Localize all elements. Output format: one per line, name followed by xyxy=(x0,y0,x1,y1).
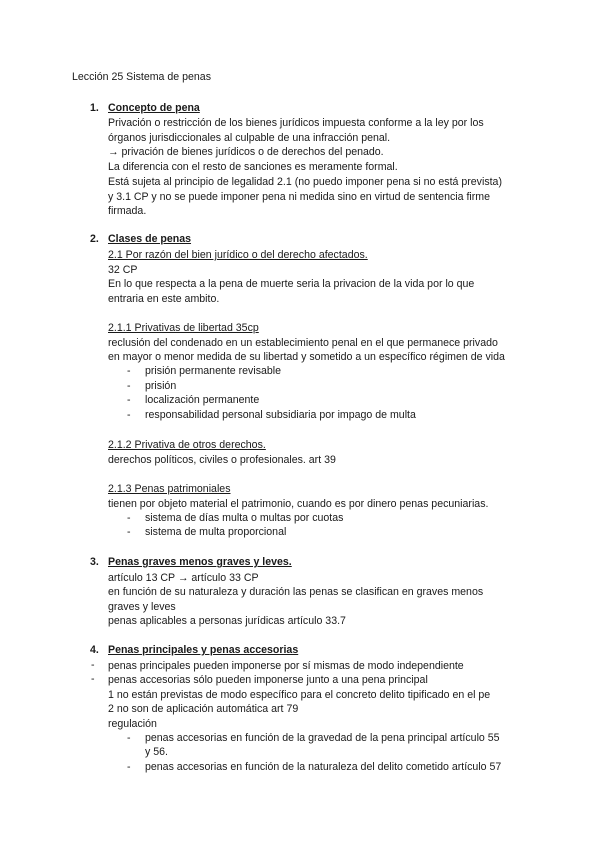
s211-item-2: prisión xyxy=(145,380,177,392)
list-dash: - xyxy=(127,526,131,538)
s2-line-1: 32 CP xyxy=(108,264,138,276)
s3-line-1: artículo 13 CP → artículo 33 CP xyxy=(108,572,259,584)
section-2-heading: Clases de penas xyxy=(108,233,192,245)
list-dash: - xyxy=(127,365,131,377)
section-1-heading: Concepto de pena xyxy=(108,102,200,114)
s3-line-2: en función de su naturaleza y duración las penas se clasifican en graves menos xyxy=(108,586,484,598)
s4-dash-line-2: penas accesorias sólo pueden imponerse junto a una pena principal xyxy=(108,674,428,686)
s2-line-2: En lo que respecta a la pena de muerte seria la privacion de la vida por lo que xyxy=(108,278,475,290)
list-dash: - xyxy=(127,761,131,773)
list-dash: - xyxy=(127,380,131,392)
s211-item-3: localización permanente xyxy=(145,394,260,406)
s1-line-4: La diferencia con el resto de sanciones es meramente formal. xyxy=(108,161,398,173)
s2-line-3: entraria en este ambito. xyxy=(108,293,220,305)
s211-item-4: responsabilidad personal subsidiaria por impago de multa xyxy=(145,409,416,421)
s1-line-1: Privación o restricción de los bienes jurídicos impuesta conforme a la ley por los xyxy=(108,117,484,129)
list-dash: - xyxy=(127,732,131,744)
s4-dash-line-1: penas principales pueden imponerse por sí mismas de modo independiente xyxy=(108,660,464,672)
s4-item-1: penas accesorias en función de la gravedad de la pena principal artículo 55 xyxy=(145,732,500,744)
s213-item-1: sistema de días multa o multas por cuotas xyxy=(145,512,344,524)
section-3-heading: Penas graves menos graves y leves. xyxy=(108,556,292,568)
s4-item-2: penas accesorias en función de la naturaleza del delito cometido artículo 57 xyxy=(145,761,502,773)
list-dash: - xyxy=(127,409,131,421)
s1-line-5: Está sujeta al principio de legalidad 2.1 (no puedo imponer pena si no está prevista) xyxy=(108,176,502,188)
section-4-heading: Penas principales y penas accesorias xyxy=(108,644,299,656)
s3-line-4: penas aplicables a personas jurídicas artículo 33.7 xyxy=(108,615,346,627)
s1-line-2: órganos jurisdiccionales al culpable de una infracción penal. xyxy=(108,132,391,144)
s211-heading: 2.1.1 Privativas de libertad 35cp xyxy=(108,322,259,334)
s1-line-7: firmada. xyxy=(108,205,147,217)
section-3-number: 3. xyxy=(90,556,99,568)
s1-line-6: y 3.1 CP y no se puede imponer pena ni medida sino en virtud de sentencia firme xyxy=(108,191,490,203)
list-dash: - xyxy=(91,673,95,685)
document-title: Lección 25 Sistema de penas xyxy=(72,71,211,83)
section-4-number: 4. xyxy=(90,644,99,656)
section-2-number: 2. xyxy=(90,233,99,245)
s4-item-1-cont: y 56. xyxy=(145,746,168,758)
s4-line-1: 1 no están previstas de modo específico para el concreto delito tipificado en el pe xyxy=(108,689,491,701)
s213-heading: 2.1.3 Penas patrimoniales xyxy=(108,483,231,495)
s4-line-2: 2 no son de aplicación automática art 79 xyxy=(108,703,299,715)
s213-line: tienen por objeto material el patrimonio, cuando es por dinero penas pecuniarias. xyxy=(108,498,489,510)
section-1-number: 1. xyxy=(90,102,99,114)
list-dash: - xyxy=(91,659,95,671)
s2-subheading: 2.1 Por razón del bien jurídico o del derecho afectados. xyxy=(108,249,368,261)
s212-heading: 2.1.2 Privativa de otros derechos. xyxy=(108,439,266,451)
s211-line-2: en mayor o menor medida de su libertad y sometido a un específico régimen de vida xyxy=(108,351,505,363)
s1-line-3: → privación de bienes jurídicos o de derechos del penado. xyxy=(108,146,384,158)
s213-item-2: sistema de multa proporcional xyxy=(145,526,287,538)
s3-line-3: graves y leves xyxy=(108,601,176,613)
s4-line-3: regulación xyxy=(108,718,157,730)
list-dash: - xyxy=(127,394,131,406)
s212-line: derechos políticos, civiles o profesionales. art 39 xyxy=(108,454,336,466)
list-dash: - xyxy=(127,512,131,524)
s211-line-1: reclusión del condenado en un establecimiento penal en el que permanece privado xyxy=(108,337,498,349)
s211-item-1: prisión permanente revisable xyxy=(145,365,282,377)
